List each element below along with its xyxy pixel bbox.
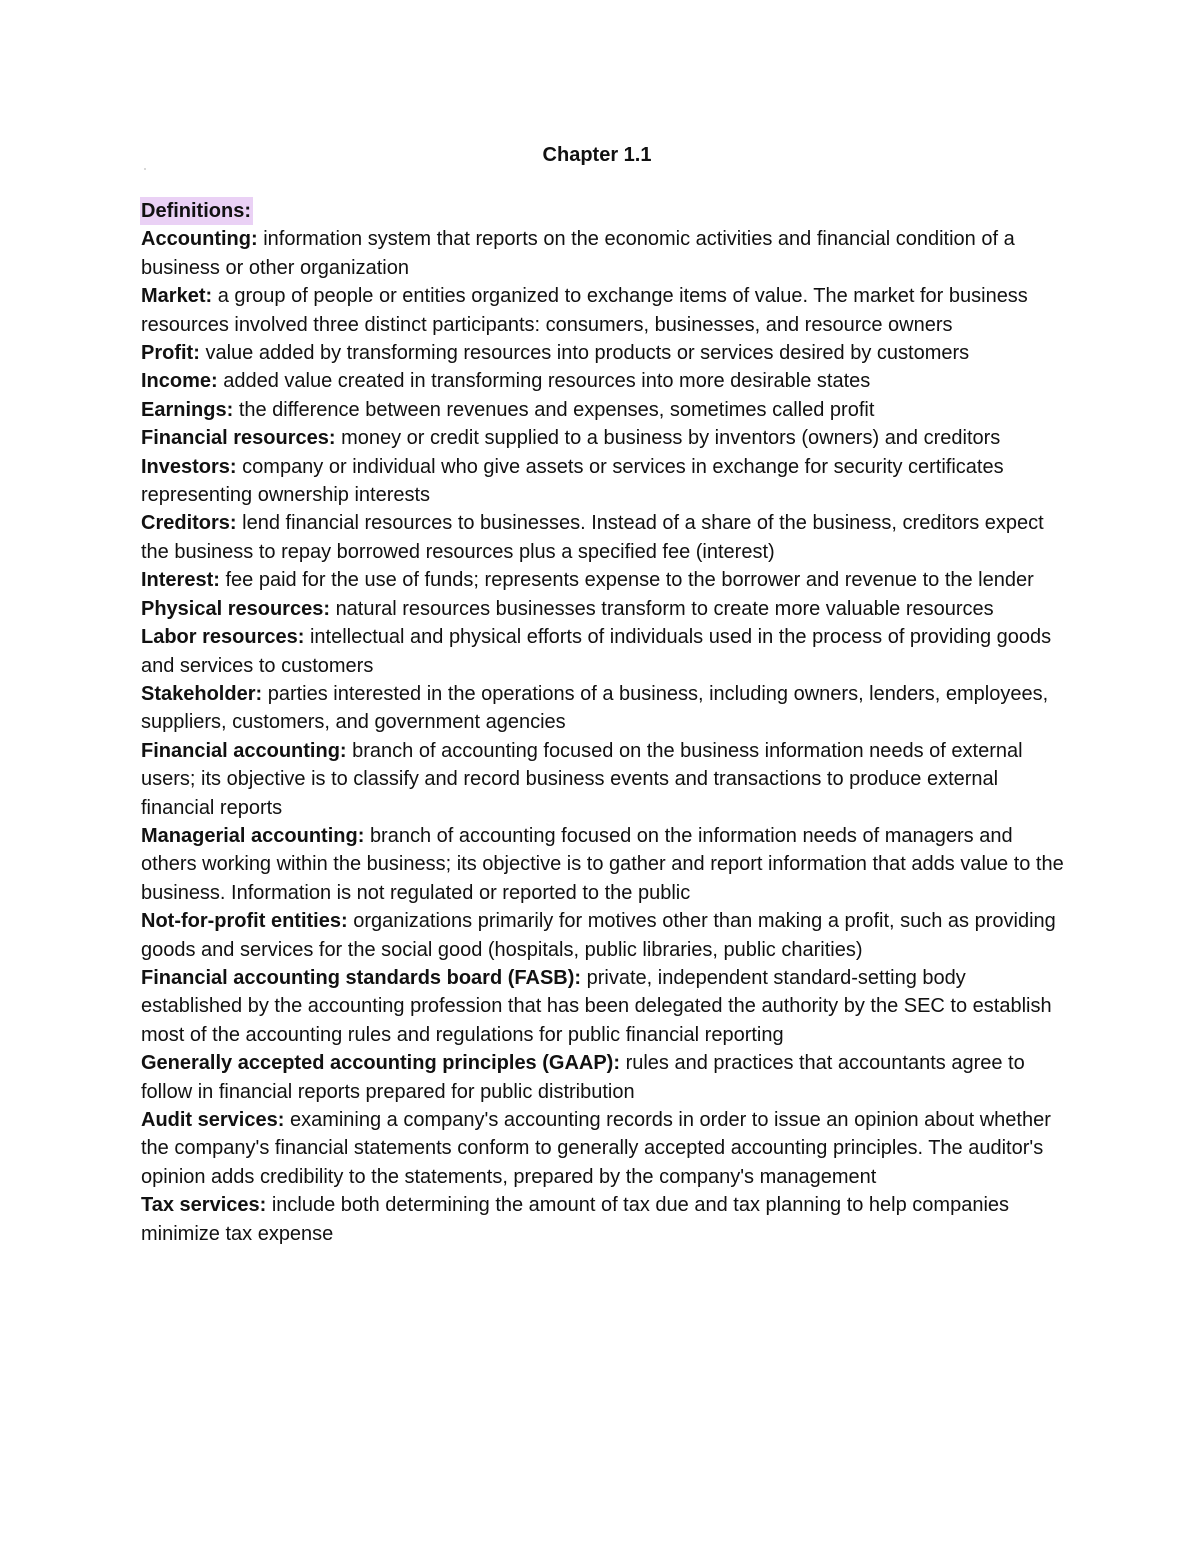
definition-term: Investors:: [141, 455, 237, 478]
definition-term: Labor resources:: [141, 626, 305, 649]
definition-entry: [141, 623, 1071, 680]
definition-term: Managerial accounting:: [141, 824, 365, 847]
definition-text: private, independent standard-setting body established by the accounting profession that has been delegated the authority by the SEC to establish most of the accounting rules and regulations for public financial reporting: [141, 966, 1052, 1046]
definition-entry: [141, 566, 1071, 594]
definition-text: a group of people or entities organized to exchange items of value. The market for business resources involved three distinct participants: consumers, businesses, and resource owners: [141, 285, 1028, 336]
definition-term: Interest:: [141, 569, 220, 592]
definition-entry: [141, 396, 1071, 424]
definition-term: Financial accounting standards board (FASB):: [141, 966, 582, 989]
page-title: Chapter 1.1: [542, 144, 652, 166]
definition-term: Stakeholder:: [141, 682, 263, 705]
definition-text: include both determining the amount of tax due and tax planning to help companies minimize tax expense: [141, 1194, 1010, 1245]
definition-text: value added by transforming resources into products or services desired by customers: [205, 342, 970, 365]
definition-entry: [141, 822, 1071, 907]
definition-term: Financial accounting:: [141, 739, 347, 762]
definition-text: fee paid for the use of funds; represents expense to the borrower and revenue to the lender: [225, 569, 1034, 592]
definition-text: natural resources businesses transform to create more valuable resources: [335, 597, 994, 620]
section-heading: Definitions:: [140, 197, 253, 225]
section-heading-row: [141, 197, 1071, 225]
definition-term: Audit services:: [141, 1109, 285, 1131]
definition-text: examining a company's accounting records in order to issue an opinion about whether the company's financial statements conform to generally accepted accounting principles. The auditor's opinion adds credibility to the statements, prepared by the company's management: [141, 1109, 1051, 1188]
definition-entry: [141, 424, 1071, 452]
definition-term: Earnings:: [141, 398, 234, 421]
definition-text: added value created in transforming resources into more desirable states: [223, 370, 871, 393]
definitions-section: [141, 197, 1071, 1248]
definition-text: company or individual who give assets or services in exchange for security certificates representing ownership interests: [141, 455, 1004, 507]
definition-term: Not-for-profit entities:: [141, 910, 348, 933]
definitions-list: [141, 225, 1071, 1248]
definition-text: intellectual and physical efforts of individuals used in the process of providing goods and services to customers: [141, 626, 1052, 677]
definition-term: Generally accepted accounting principles (GAAP):: [141, 1052, 621, 1075]
definition-entry: [141, 225, 1071, 282]
definition-text: rules and practices that accountants agree to follow in financial reports prepared for public distribution: [141, 1052, 1025, 1103]
definition-term: Physical resources:: [141, 597, 330, 620]
definition-term: Profit:: [141, 342, 200, 365]
definition-text: organizations primarily for motives other than making a profit, such as providing goods and services for the social good (hospitals, public libraries, public charities): [141, 910, 1056, 961]
definition-text: money or credit supplied to a business by inventors (owners) and creditors: [341, 427, 1001, 450]
definition-term: Market:: [141, 285, 213, 308]
definition-entry: [141, 1049, 1071, 1106]
definition-text: branch of accounting focused on the business information needs of external users; its objective is to classify and record business events and transactions to produce external financial reports: [141, 739, 1023, 819]
definition-entry: [141, 737, 1071, 822]
definition-term: Creditors:: [141, 512, 237, 535]
definition-entry: [141, 907, 1071, 964]
definition-entry: [141, 453, 1071, 510]
definition-entry: [141, 1106, 1071, 1191]
definition-text: the difference between revenues and expenses, sometimes called profit: [238, 398, 875, 421]
definition-term: Accounting:: [141, 228, 258, 251]
definition-entry: [141, 282, 1071, 339]
definition-term: Income:: [141, 370, 218, 393]
definition-term: Financial resources:: [141, 427, 336, 450]
definition-term: Tax services:: [141, 1194, 267, 1217]
definition-text: branch of accounting focused on the information needs of managers and others working within the business; its objective is to gather and report information that adds value to the business. Information is not regulated or reported to the public: [141, 824, 1064, 904]
definition-entry: [141, 509, 1071, 566]
definition-entry: [141, 1191, 1071, 1248]
definition-text: lend financial resources to businesses. Instead of a share of the business, creditors expect the business to repay borrowed resources plus a specified fee (interest): [141, 512, 1044, 563]
definition-text: parties interested in the operations of a business, including owners, lenders, employees, suppliers, customers, and government agencies: [141, 682, 1049, 734]
definition-entry: [141, 339, 1071, 367]
definition-entry: [141, 964, 1071, 1049]
definition-entry: [141, 367, 1071, 395]
definition-text: information system that reports on the economic activities and financial condition of a business or other organization: [141, 228, 1015, 279]
definition-entry: [141, 680, 1071, 737]
definition-entry: [141, 595, 1071, 623]
